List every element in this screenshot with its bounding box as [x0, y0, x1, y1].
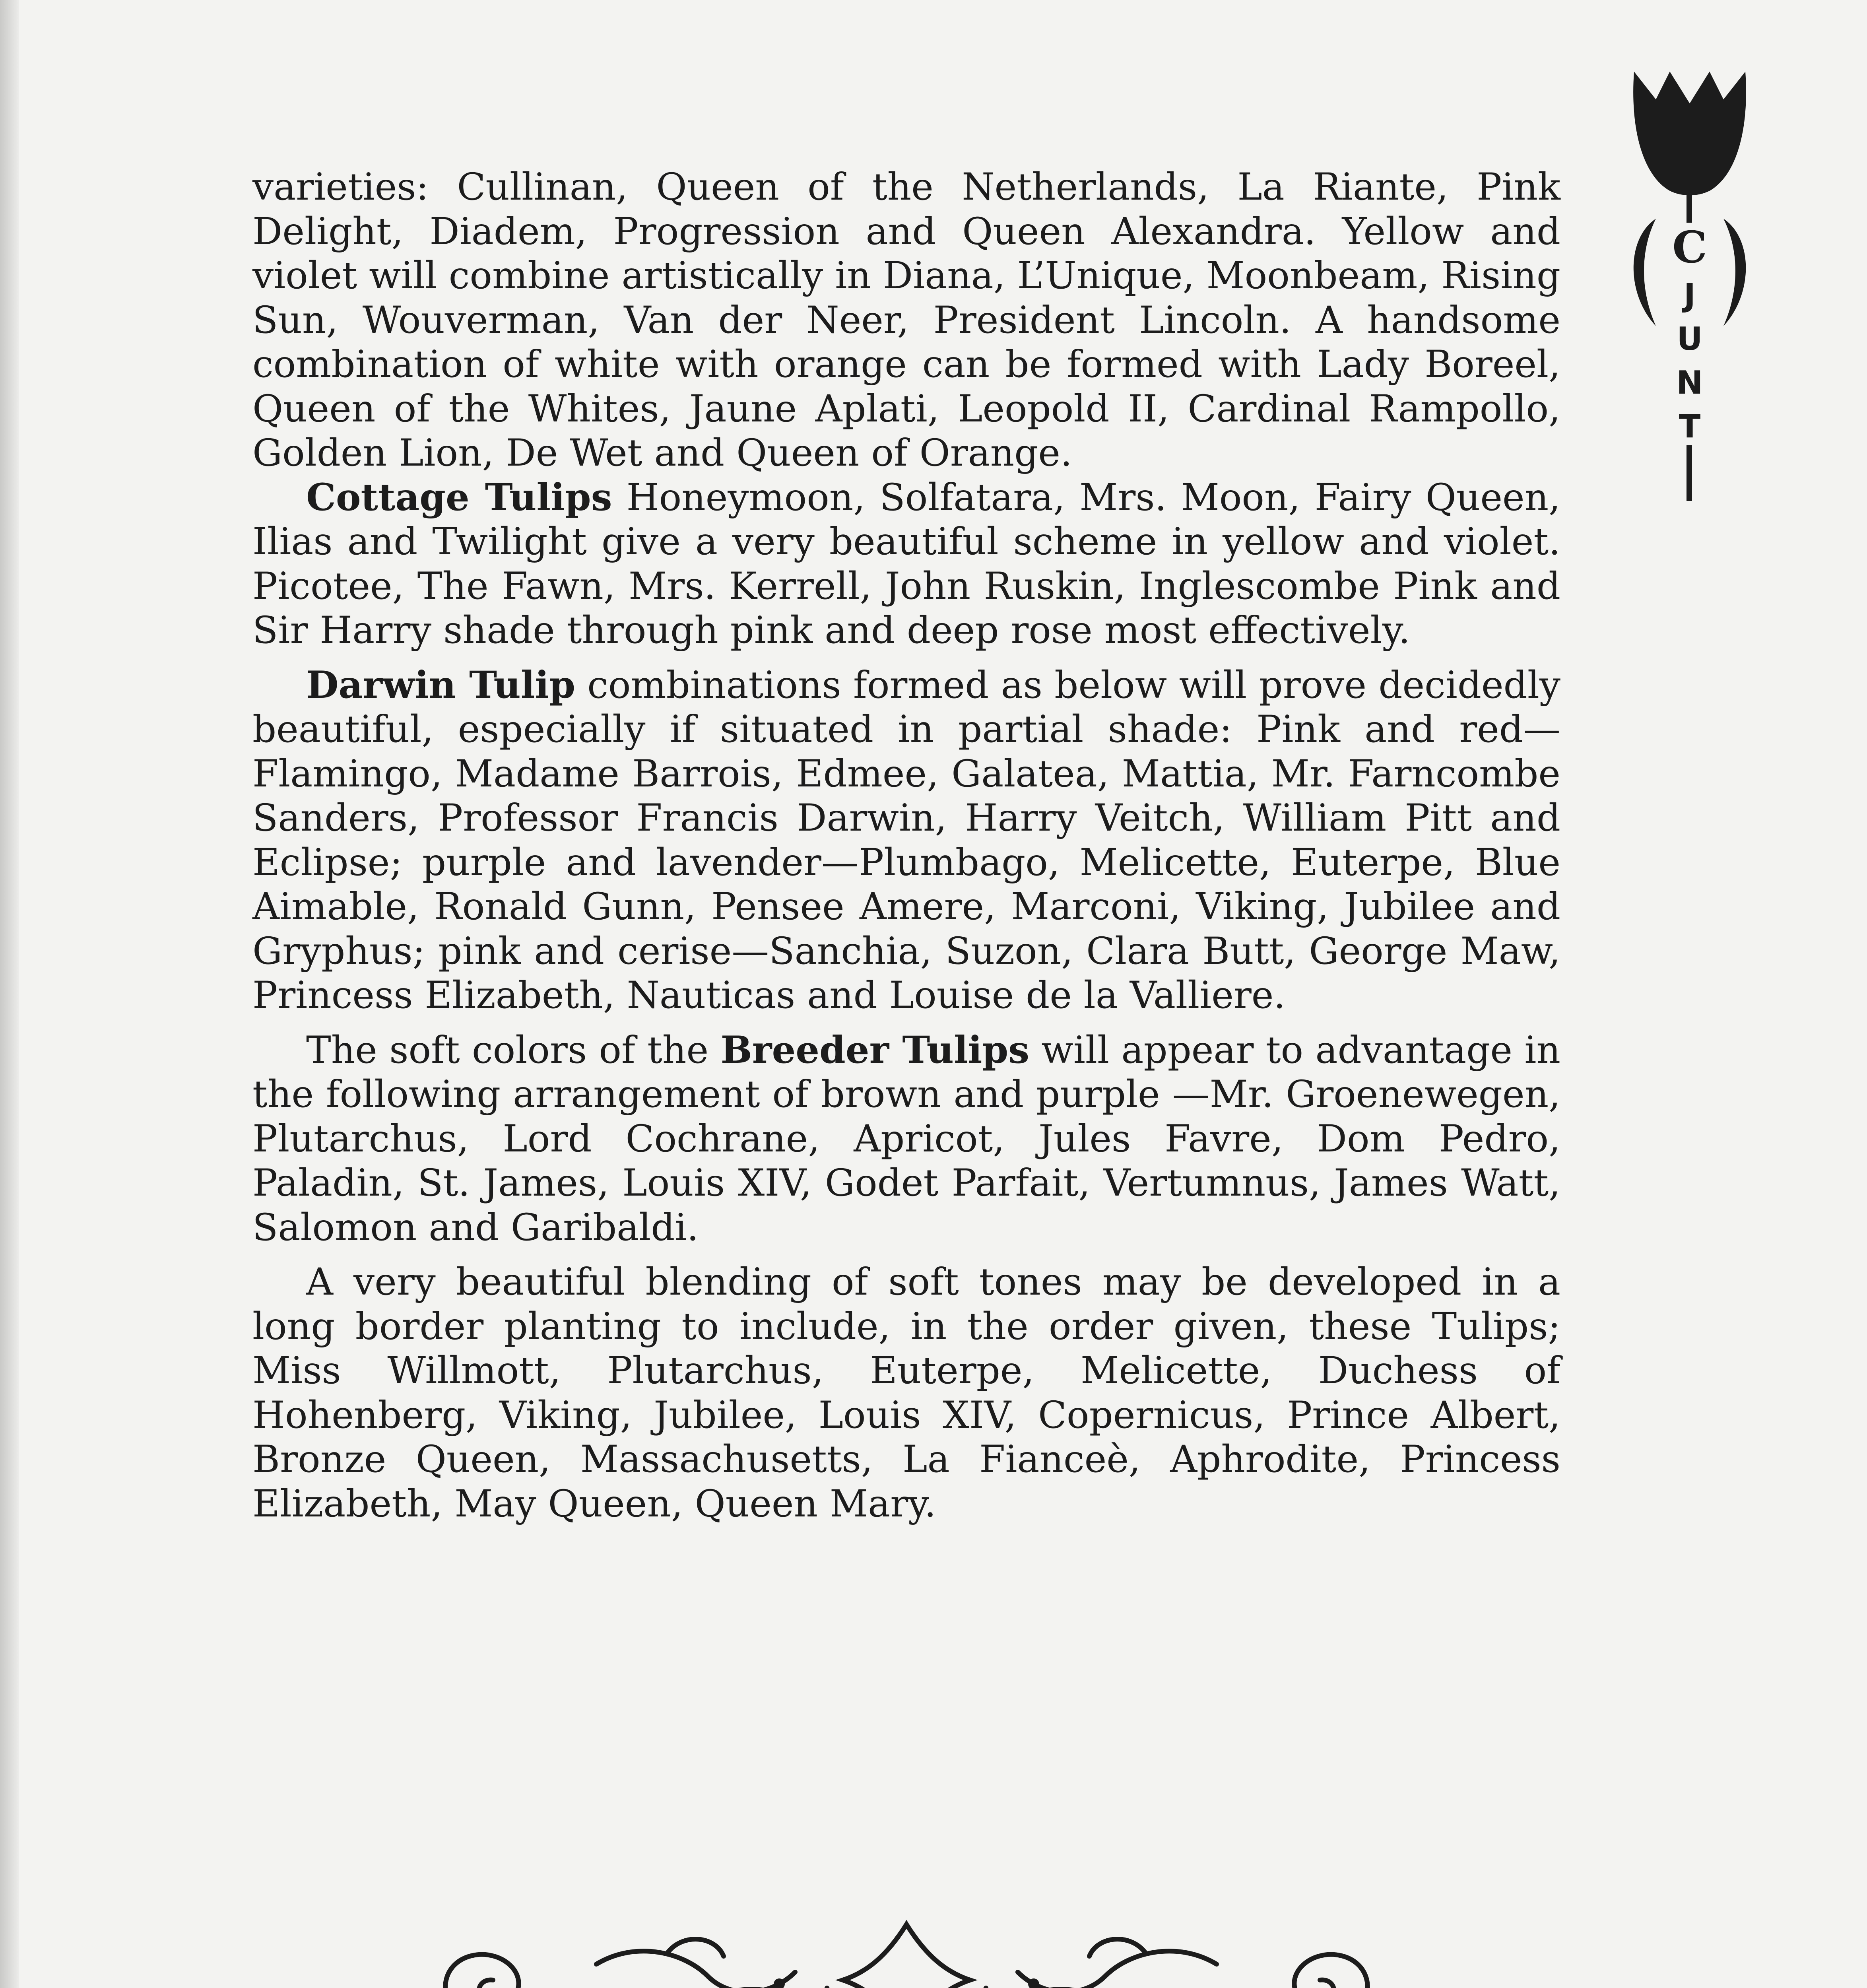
bold-heading-text: Darwin Tulip [306, 663, 575, 707]
paragraph [252, 1260, 1560, 1526]
body-text [252, 165, 1560, 1526]
paragraph [252, 1028, 1560, 1250]
bold-heading-text: Cottage Tulips [306, 475, 612, 519]
floral-scroll-ornament-icon [429, 1908, 1384, 1988]
logo-letter-u: U [1677, 320, 1703, 357]
paragraph-text: will appear to advantage in the following arrangement of brown and purple —Mr. Groenewegen, Plutarchus, Lord Cochrane, Apricot, Jules Favre, Dom Pedro, Paladin, St. James, Louis XIV, Godet Parfait, Vertumnus, James Watt, Salomon and Garibaldi. [252, 1028, 1560, 1249]
paragraph-text: varieties: Cullinan, Queen of the Netherlands, La Riante, Pink Delight, Diadem, Progression and Queen Alexandra. Yellow and violet will combine artistically in Diana, L’Unique, Moonbeam, Rising Sun, Wouverman, Van der Neer, President Lincoln. A handsome combination of white with orange can be formed with Lady Boreel, Queen of the Whites, Jaune Aplati, Leopold II, Cardinal Rampollo, Golden Lion, De Wet and Queen of Orange. [252, 165, 1560, 475]
logo-letter-c: C [1672, 221, 1707, 273]
logo-letter-n: N [1676, 364, 1703, 401]
page-gutter-shadow [0, 0, 19, 1988]
logo-letter-j: J [1684, 277, 1696, 314]
paragraph [252, 165, 1560, 476]
logo-letter-t: T [1679, 408, 1701, 445]
paragraph-text: A very beautiful blending of soft tones may be developed in a long border planting to include, in the order given, these Tulips; Miss Willmott, Plutarchus, Euterpe, Melicette, Duchess of Hohenberg, Viking, Jubilee, Louis XIV, Copernicus, Prince Albert, Bronze Queen, Massachusetts, La Fianceè, Aphrodite, Princess Elizabeth, May Queen, Queen Mary. [252, 1260, 1560, 1526]
paragraph-text: The soft colors of the [306, 1028, 721, 1072]
paragraph [252, 476, 1560, 653]
bold-heading-text: Breeder Tulips [720, 1028, 1030, 1072]
paragraph-text: Honeymoon, Solfatara, Mrs. Moon, Fairy Queen, Ilias and Twilight give a very beautiful scheme in yellow and violet. Picotee, The Fawn, Mrs. Kerrell, John Ruskin, Inglescombe Pink and Sir Harry shade through pink and deep rose most effectively. [252, 476, 1561, 652]
paragraph [252, 663, 1560, 1018]
tulip-monogram-icon [1618, 48, 1761, 501]
paragraph-text: combinations formed as below will prove decidedly beautiful, especially if situated in partial shade: Pink and red—Flamingo, Madame Barrois, Edmee, Galatea, Mattia, Mr. Farncombe Sanders, Professor Francis Darwin, Harry Veitch, William Pitt and Eclipse; purple and lavender—Plumbago, Melicette, Euterpe, Blue Aimable, Ronald Gunn, Pensee Amere, Marconi, Viking, Jubilee and Gryphus; pink and cerise—Sanchia, Suzon, Clara Butt, George Maw, Princess Elizabeth, Nauticas and Louise de la Valliere. [252, 663, 1560, 1017]
